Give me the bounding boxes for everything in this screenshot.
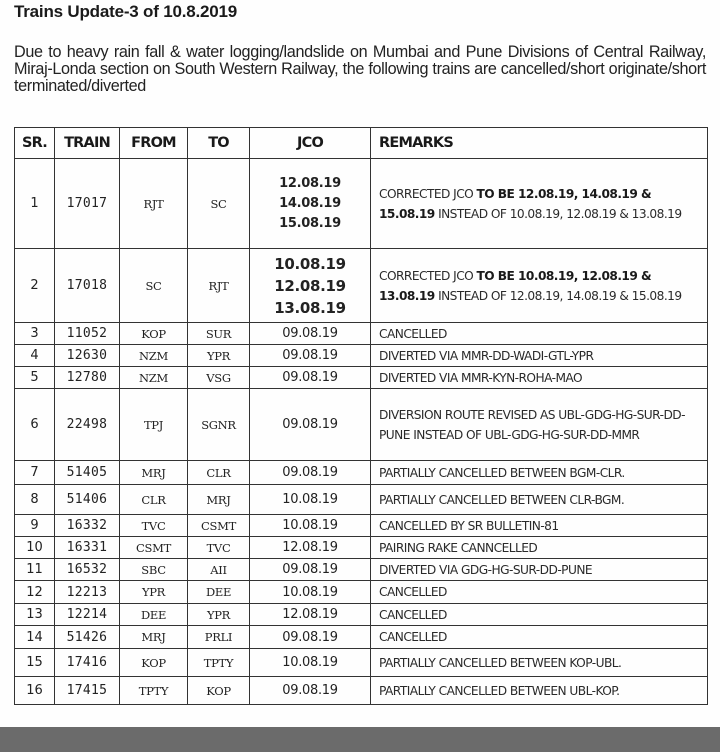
cell-remarks: PAIRING RAKE CANNCELLED: [371, 537, 708, 559]
cell-jco: 09.08.19: [250, 677, 371, 705]
cell-remarks: PARTIALLY CANCELLED BETWEEN CLR-BGM.: [371, 485, 708, 515]
cell-remarks: CANCELLED: [371, 323, 708, 345]
table-row: [15, 537, 708, 559]
cell-sr: 2: [15, 249, 55, 323]
cell-remarks: DIVERSION ROUTE REVISED AS UBL-GDG-HG-SUR-DD-PUNE INSTEAD OF UBL-GDG-HG-SUR-DD-MMR: [371, 389, 708, 461]
cell-sr: 15: [15, 649, 55, 677]
cell-from-station: RJT: [120, 159, 188, 249]
cell-sr: 5: [15, 367, 55, 389]
cell-sr: 14: [15, 626, 55, 649]
table-row: [15, 559, 708, 581]
header-from: FROM: [120, 128, 188, 159]
cell-jco: 09.08.19: [250, 559, 371, 581]
cell-from-station: TPTY: [120, 677, 188, 705]
cell-sr: 9: [15, 515, 55, 537]
cell-to-station: AII: [188, 559, 250, 581]
cell-sr: 12: [15, 581, 55, 604]
cell-jco: 10.08.19: [250, 581, 371, 604]
cell-train-number: 17415: [55, 677, 120, 705]
table-row: [15, 249, 708, 323]
cell-remarks: CANCELLED BY SR BULLETIN-81: [371, 515, 708, 537]
cell-to-station: VSG: [188, 367, 250, 389]
cell-to-station: YPR: [188, 604, 250, 626]
table-row: [15, 159, 708, 249]
table-row: [15, 649, 708, 677]
cell-to-station: SC: [188, 159, 250, 249]
cell-from-station: TVC: [120, 515, 188, 537]
cell-from-station: KOP: [120, 649, 188, 677]
cell-to-station: YPR: [188, 345, 250, 367]
cell-to-station: MRJ: [188, 485, 250, 515]
remarks-text: INSTEAD OF 10.08.19, 12.08.19 & 13.08.19: [434, 206, 682, 221]
cell-sr: 11: [15, 559, 55, 581]
cell-remarks: PARTIALLY CANCELLED BETWEEN UBL-KOP.: [371, 677, 708, 705]
table-row: [15, 581, 708, 604]
cell-from-station: MRJ: [120, 461, 188, 485]
table-row: [15, 367, 708, 389]
cell-remarks: CANCELLED: [371, 581, 708, 604]
cell-remarks: DIVERTED VIA MMR-KYN-ROHA-MAO: [371, 367, 708, 389]
cell-from-station: CSMT: [120, 537, 188, 559]
cell-jco: 09.08.19: [250, 626, 371, 649]
remarks-text: CORRECTED JCO: [379, 186, 477, 201]
table-row: [15, 604, 708, 626]
cell-sr: 1: [15, 159, 55, 249]
cell-train-number: 12630: [55, 345, 120, 367]
cell-train-number: 11052: [55, 323, 120, 345]
cell-train-number: 17017: [55, 159, 120, 249]
jco-date: 15.08.19: [279, 215, 341, 231]
cell-from-station: TPJ: [120, 389, 188, 461]
cell-from-station: YPR: [120, 581, 188, 604]
document-title: Trains Update-3 of 10.8.2019: [14, 2, 238, 21]
cell-jco: 09.08.19: [250, 389, 371, 461]
cell-train-number: 16532: [55, 559, 120, 581]
cell-to-station: KOP: [188, 677, 250, 705]
jco-date: 10.08.19: [274, 254, 346, 273]
cell-sr: 4: [15, 345, 55, 367]
remarks-text: CORRECTED JCO: [379, 268, 477, 283]
table-row: [15, 626, 708, 649]
header-train: TRAIN: [55, 128, 120, 159]
cell-remarks: DIVERTED VIA MMR-DD-WADI-GTL-YPR: [371, 345, 708, 367]
cell-jco: [250, 249, 371, 323]
cell-remarks: CANCELLED: [371, 604, 708, 626]
header-sr: SR.: [15, 128, 55, 159]
cell-to-station: SGNR: [188, 389, 250, 461]
jco-date: 13.08.19: [274, 298, 346, 317]
cell-sr: 3: [15, 323, 55, 345]
cell-to-station: CLR: [188, 461, 250, 485]
cell-remarks: DIVERTED VIA GDG-HG-SUR-DD-PUNE: [371, 559, 708, 581]
table-row: [15, 389, 708, 461]
cell-train-number: 17018: [55, 249, 120, 323]
cell-jco: 09.08.19: [250, 367, 371, 389]
remarks-bold-text: TO BE 10.08.19, 12.08.19 & 13.08.19: [379, 268, 652, 303]
cell-remarks: PARTIALLY CANCELLED BETWEEN BGM-CLR.: [371, 461, 708, 485]
cell-to-station: TPTY: [188, 649, 250, 677]
cell-to-station: SUR: [188, 323, 250, 345]
header-jco: JCO: [250, 128, 371, 159]
cell-to-station: PRLI: [188, 626, 250, 649]
table-row: [15, 677, 708, 705]
table-header-row: [15, 128, 708, 159]
cell-sr: 10: [15, 537, 55, 559]
cell-train-number: 51406: [55, 485, 120, 515]
cell-from-station: MRJ: [120, 626, 188, 649]
cell-train-number: 16331: [55, 537, 120, 559]
cell-train-number: 17416: [55, 649, 120, 677]
jco-date: 12.08.19: [274, 276, 346, 295]
cell-remarks: CANCELLED: [371, 626, 708, 649]
header-to: TO: [188, 128, 250, 159]
cell-train-number: 12213: [55, 581, 120, 604]
cell-from-station: NZM: [120, 367, 188, 389]
cell-jco: [250, 159, 371, 249]
cell-jco: 10.08.19: [250, 649, 371, 677]
cell-sr: 16: [15, 677, 55, 705]
cell-from-station: NZM: [120, 345, 188, 367]
table-row: [15, 515, 708, 537]
cell-train-number: 12780: [55, 367, 120, 389]
remarks-bold-text: TO BE 12.08.19, 14.08.19 & 15.08.19: [379, 186, 652, 221]
cell-train-number: 12214: [55, 604, 120, 626]
cell-remarks: [371, 249, 708, 323]
cell-jco: 10.08.19: [250, 485, 371, 515]
bottom-overlay-bar: [0, 727, 720, 752]
trains-table: [14, 127, 708, 705]
cell-jco: 10.08.19: [250, 515, 371, 537]
cell-train-number: 16332: [55, 515, 120, 537]
cell-jco: 09.08.19: [250, 345, 371, 367]
cell-train-number: 22498: [55, 389, 120, 461]
cell-from-station: SC: [120, 249, 188, 323]
cell-jco: 09.08.19: [250, 323, 371, 345]
cell-train-number: 51405: [55, 461, 120, 485]
cell-from-station: CLR: [120, 485, 188, 515]
cell-sr: 7: [15, 461, 55, 485]
cell-from-station: SBC: [120, 559, 188, 581]
cell-from-station: DEE: [120, 604, 188, 626]
cell-jco: 12.08.19: [250, 537, 371, 559]
cell-to-station: CSMT: [188, 515, 250, 537]
cell-sr: 6: [15, 389, 55, 461]
cell-remarks: [371, 159, 708, 249]
cell-sr: 8: [15, 485, 55, 515]
remarks-text: INSTEAD OF 12.08.19, 14.08.19 & 15.08.19: [434, 288, 682, 303]
cell-jco: 09.08.19: [250, 461, 371, 485]
cell-from-station: KOP: [120, 323, 188, 345]
cell-jco: 12.08.19: [250, 604, 371, 626]
jco-date: 14.08.19: [279, 195, 341, 211]
cell-remarks: PARTIALLY CANCELLED BETWEEN KOP-UBL.: [371, 649, 708, 677]
intro-paragraph: Due to heavy rain fall & water logging/landslide on Mumbai and Pune Divisions of Central Railway, Miraj-Londa section on South Western Railway, the following trains are cancelled/short originate/short terminated/diverted: [14, 43, 706, 95]
table-row: [15, 461, 708, 485]
cell-to-station: RJT: [188, 249, 250, 323]
cell-train-number: 51426: [55, 626, 120, 649]
table-row: [15, 485, 708, 515]
cell-to-station: DEE: [188, 581, 250, 604]
cell-to-station: TVC: [188, 537, 250, 559]
table-body: [15, 159, 708, 705]
table-row: [15, 345, 708, 367]
table-row: [15, 323, 708, 345]
header-remarks: REMARKS: [371, 128, 708, 159]
cell-sr: 13: [15, 604, 55, 626]
jco-date: 12.08.19: [279, 175, 341, 191]
